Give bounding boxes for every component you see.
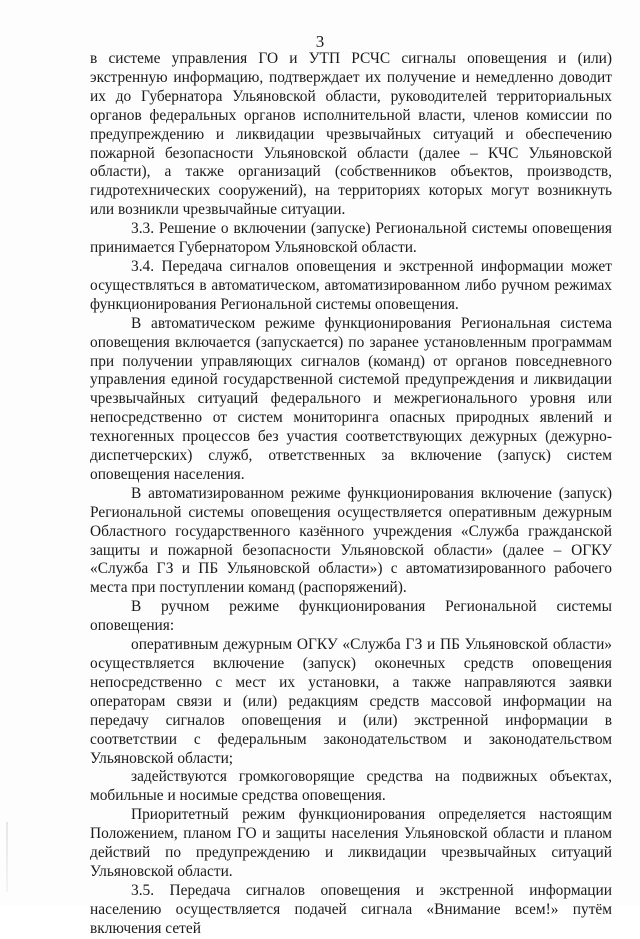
paragraph-3-3: 3.3. Решение о включении (запуске) Региональной системы оповещения принимается Губернатором Ульяновской области. [90,220,612,257]
paragraph-3-5: 3.5. Передача сигналов оповещения и экстренной информации населению осуществляется подачей сигнала «Внимание всем!» путём включения сетей [90,881,612,937]
paragraph-3-4: 3.4. Передача сигналов оповещения и экстренной информации может осуществляться в автоматическом, автоматизированном либо ручном режимах функционирования Региональной системы оповещения. [90,257,612,313]
paragraph-manual-loudspeakers: задействуются громкоговорящие средства на подвижных объектах, мобильные и носимые средства оповещения. [90,768,612,805]
document-body [90,50,612,939]
paragraph-priority-mode: Приоритетный режим функционирования определяется настоящим Положением, планом ГО и защиты населения Ульяновской области и планом действий по предупреждению и ликвидации чрезвычайных ситуаций Ульяновской области. [90,806,612,880]
paragraph-automatic-mode: В автоматическом режиме функционирования Региональная система оповещения включается (запускается) по заранее установленным программам при получении управляющих сигналов (команд) от органов повседневного управления единой государственной системой предупреждения и ликвидации чрезвычайных ситуаций федерального и межрегионального уровня или непосредственно от систем мониторинга опасных природных явлений и техногенных процессов без участия соответствующих дежурных (дежурно-диспетчерских) служб, ответственных за включение (запуск) систем оповещения населения. [90,314,612,483]
paragraph-manual-duty-officer: оперативным дежурным ОГКУ «Служба ГЗ и ПБ Ульяновской области» осуществляется включение (запуск) оконечных средств оповещения непосредственно с мест их установки, а также направляются заявки операторам связи и (или) редакциям средств массовой информации на передачу сигналов оповещения и (или) экстренной информации в соответствии с федеральным законодательством и законодательством Ульяновской области; [90,636,612,767]
scan-edge-mark [6,822,8,892]
page-number: 3 [315,32,325,51]
paragraph-continuation: в системе управления ГО и УТП РСЧС сигналы оповещения и (или) экстренную информацию, подтверждает их получение и немедленно доводит их до Губернатора Ульяновской области, руководителей территориальных органов федеральных органов исполнительной власти, членов комиссии по предупреждению и ликвидации чрезвычайных ситуаций и обеспечению пожарной безопасности Ульяновской области (далее – КЧС Ульяновской области), а также организаций (собственников объектов, производств, гидротехнических сооружений), на территориях которых могут возникнуть или возникли чрезвычайные ситуации. [90,50,612,219]
paragraph-manual-mode: В ручном режиме функционирования Региональной системы оповещения: [90,598,612,635]
paragraph-automated-mode: В автоматизированном режиме функционирования включение (запуск) Региональной системы оповещения осуществляется оперативным дежурным Областного государственного казённого учреждения «Служба гражданской защиты и пожарной безопасности Ульяновской области» (далее – ОГКУ «Служба ГЗ и ПБ Ульяновской области») с автоматизированного рабочего места при поступлении команд (распоряжений). [90,484,612,597]
